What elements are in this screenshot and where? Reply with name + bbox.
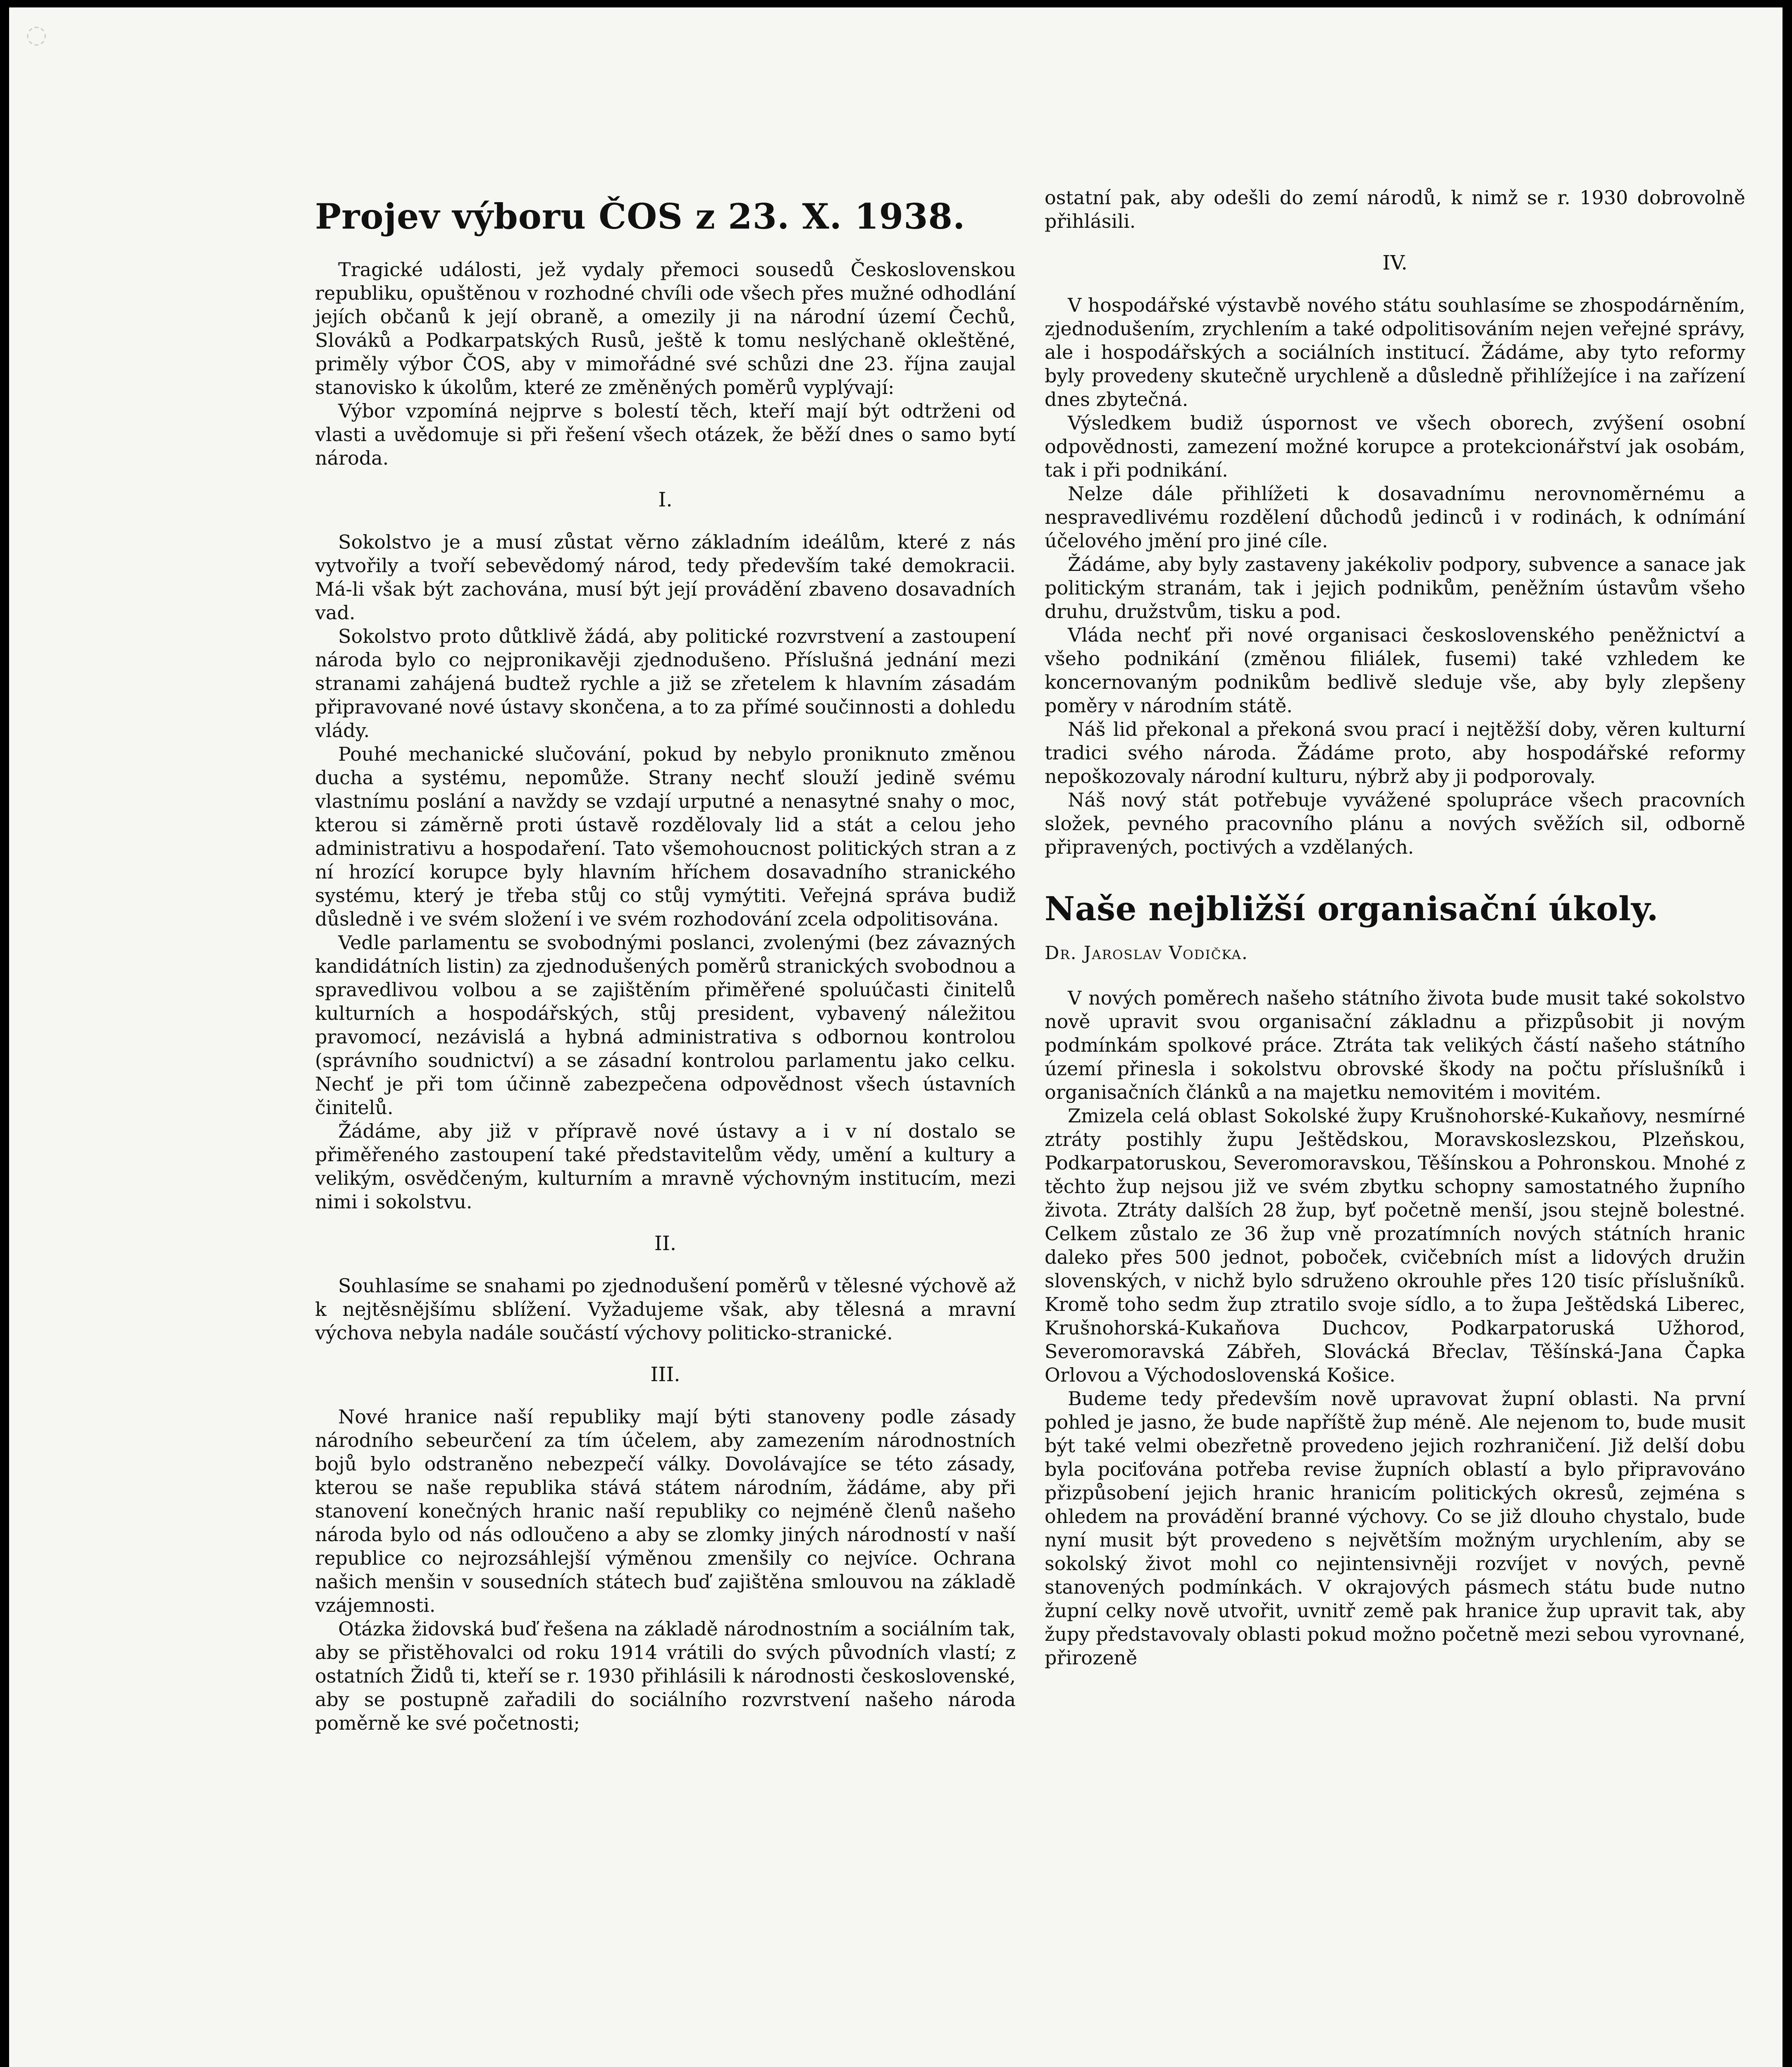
section-paragraph-continued: ostatní pak, aby odešli do zemí národů, k nimž se r. 1930 dobrovolně přihlásili. bbox=[1045, 186, 1745, 232]
section-paragraph: Vláda nechť při nové organisaci československého peněžnictví a všeho podnikání (změnou filiálek, fusemi) také vzhledem ke koncernovaným podnikům bedlivě sleduje vše, aby byly zlepšeny poměry v národním státě. bbox=[1045, 624, 1745, 717]
intro-paragraph: Tragické události, jež vydaly přemoci sousedů Československou republiku, opuštěnou v rozhodné chvíli ode všech přes mužné odhodlání jejích občanů k její obraně, a omezily ji na národní území Čechů, Slováků a Podkarpatských Rusů, ještě k tomu neslýchaně okleštěné, priměly výbor ČOS, aby v mimořádné své schůzi dne 23. října zaujal stanovisko k úkolům, které ze změněných poměrů vyplývají: bbox=[315, 258, 1016, 399]
section-paragraph: Výsledkem budiž úspornost ve všech oborech, zvýšení osobní odpovědnosti, zamezení možné korupce a protekcionářství jak osobám, tak i při podnikání. bbox=[1045, 412, 1745, 481]
article2-paragraph: V nových poměrech našeho státního života bude musit také sokolstvo nově upravit svou organisační základnu a přizpůsobit ji novým podmínkám spolkové práce. Ztráta tak velikých částí našeho státního území přinesla i sokolstvu obrovské škody na počtu příslušníků i organisačních článků a na majetku nemovitém i movitém. bbox=[1045, 987, 1745, 1103]
section-paragraph: Žádáme, aby již v přípravě nové ústavy a i v ní dostalo se přiměřeného zastoupení také představitelům vědy, umění a kultury a velikým, osvědčeným, kulturním a mravně výchovným institucím, mezi nimi i sokolstvu. bbox=[315, 1120, 1016, 1213]
article2-paragraph: Budeme tedy především nově upravovat župní oblasti. Na první pohled je jasno, že bude napříště žup méně. Ale nejenom to, bude musit být také velmi obezřetně provedeno jejich rozhraničení. Již delší dobu byla pociťována potřeba revise župních oblastí a bylo připravováno přizpůsobení jejich hranic hranicím politických okresů, zejména s ohledem na provádění branné výchovy. Co se již dlouho chystalo, bude nyní musit být provedeno s největším možným urychlením, aby se sokolský život mohl co nejintensivněji rozvíjet v nových, pevně stanovených podmínkách. V okrajových pásmech státu bude nutno župní celky nově utvořit, uvnitř země pak hranice žup upravit tak, aby župy představovaly oblasti pokud možno početně mezi sebou vyrovnané, přirozeně bbox=[1045, 1387, 1745, 1669]
article2-paragraph: Zmizela celá oblast Sokolské župy Krušnohorské-Kukaňovy, nesmírné ztráty postihly župu Ještědskou, Moravskoslezskou, Plzeňskou, Podkarpatoruskou, Severomoravskou, Těšínskou a Pohronskou. Mnohé z těchto žup nejsou již ve svém zbytku schopny samostatného župního života. Ztráty dalších 28 žup, byť početně menší, jsou stejně bolestné. Celkem zůstalo ze 36 žup vně prozatímních nových státních hranic daleko přes 500 jednot, poboček, cvičebních míst a lidových družin slovenských, v nichž bylo sdruženo okrouhle přes 120 tisíc příslušníků. Kromě toho sedm žup ztratilo svoje sídlo, a to župa Ještědská Liberec, Krušnohorská-Kukaňova Duchcov, Podkarpatoruská Užhorod, Severomoravská Zábřeh, Slovácká Břeclav, Těšínská-Jana Čapka Orlovou a Východoslovenská Košice. bbox=[1045, 1105, 1745, 1386]
corner-scan-mark: ◌ bbox=[26, 20, 48, 49]
section-paragraph: Pouhé mechanické slučování, pokud by nebylo proniknuto změnou ducha a systému, nepomůže. Strany nechť slouží jedině svému vlastnímu poslání a navždy se vzdají urputné a nenasytné snahy o moc, kterou si záměrně proti ústavě rozdělovaly lid a stát a celou jeho administrativu a hospodaření. Tato všemohoucnost politických stran a z ní hrozící korupce byly hlavním hříchem dosavadního stranického systému, který je třeba stůj co stůj vymýtiti. Veřejná správa budiž důsledně i ve svém složení i ve svém rozhodování zcela odpolitisována. bbox=[315, 743, 1016, 930]
section-paragraph: Nelze dále přihlížeti k dosavadnímu nerovnoměrnému a nespravedlivému rozdělení důchodů jedinců i v rodinách, k odnímání účelového jmění pro jiné cíle. bbox=[1045, 482, 1745, 552]
intro-paragraph: Výbor vzpomíná nejprve s bolestí těch, kteří mají být odtrženi od vlasti a uvědomuje si při řešení všech otázek, že běží dnes o samo bytí národa. bbox=[315, 400, 1016, 469]
section-paragraph: Otázka židovská buď řešena na základě národnostním a sociálním tak, aby se přistěhovalci od roku 1914 vrátili do svých původních vlastí; z ostatních Židů ti, kteří se r. 1930 přihlásili k národnosti československé, aby se postupně zařadili do sociálního rozvrstvení našeho národa poměrně ke své početnosti; bbox=[315, 1618, 1016, 1734]
article2-title: Naše nejbližší organisační úkoly. bbox=[1045, 889, 1659, 928]
section-paragraph: Náš nový stát potřebuje vyvážené spolupráce všech pracovních složek, pevného pracovního plánu a nových svěžích sil, odborně připravených, poctivých a vzdělaných. bbox=[1045, 789, 1745, 858]
right-column bbox=[1045, 186, 1745, 1670]
section-paragraph: Souhlasíme se snahami po zjednodušení poměrů v tělesné výchově až k nejtěsnějšímu sblížení. Vyžadujeme však, aby tělesná a mravní výchova nebyla nadále součástí výchovy politicko-stranické. bbox=[315, 1275, 1016, 1344]
section-heading-4: IV. bbox=[1382, 251, 1408, 274]
section-heading-3: III. bbox=[650, 1363, 680, 1386]
left-column bbox=[315, 186, 1016, 1735]
section-paragraph: Žádáme, aby byly zastaveny jakékoliv podpory, subvence a sanace jak politickým stranám, tak i jejich podnikům, peněžním ústavům všeho druhu, družstvům, tisku a pod. bbox=[1045, 553, 1745, 623]
section-paragraph: V hospodářské výstavbě nového státu souhlasíme se zhospodárněním, zjednodušením, zrychlením a také odpolitisováním nejen veřejné správy, ale i hospodářských a sociálních institucí. Žádáme, aby tyto reformy byly provedeny skutečně urychleně a důsledně přihlížejíce i na zařízení dnes zbytečná. bbox=[1045, 294, 1745, 411]
article2-author: Dr. Jaroslav Vodička. bbox=[1045, 943, 1248, 964]
magazine-page bbox=[9, 7, 1782, 2067]
section-paragraph: Sokolstvo je a musí zůstat věrno základním ideálům, které z nás vytvořily a tvoří sebevědomý národ, tedy především také demokracii. Má-li však být zachována, musí být její provádění zbaveno dosavadních vad. bbox=[315, 531, 1016, 624]
section-paragraph: Nové hranice naší republiky mají býti stanoveny podle zásady národního sebeurčení za tím účelem, aby zamezením národnostních bojů bylo odstraněno nebezpečí války. Dovolávajíce se této zásady, kterou se naše republika stává státem národním, žádáme, aby při stanovení konečných hranic naší republiky co nejméně členů našeho národa bylo od nás odloučeno a aby se zlomky jiných národností v naší republice co nejrozsáhlejší výměnou zmenšily co nejvíce. Ochrana našich menšin v sousedních státech buď zajištěna smlouvou na základě vzájemnosti. bbox=[315, 1406, 1016, 1616]
section-paragraph: Vedle parlamentu se svobodnými poslanci, zvolenými (bez závazných kandidátních listin) za zjednodušených poměrů stranických svobodnou a spravedlivou volbou a se zajištěním přiměřené spoluúčasti činitelů kulturních a hospodářských, stůj president, vybavený náležitou pravomocí, nezávislá a hybná administrativa s odbornou kontrolou (správního soudnictví) a se zásadní kontrolou parlamentu jako celku. Nechť je při tom účinně zabezpečena odpovědnost všech ústavních činitelů. bbox=[315, 931, 1016, 1119]
section-heading-2: II. bbox=[654, 1232, 677, 1255]
section-paragraph: Sokolstvo proto důtklivě žádá, aby politické rozvrstvení a zastoupení národa bylo co nejpronikavěji zjednodušeno. Příslušná jednání mezi stranami zahájená budtež rychle a již se zřetelem k hlavním zásadám připravované nové ústavy skončena, a to za přímé součinnosti a dohledu vlády. bbox=[315, 625, 1016, 742]
article-title: Projev výboru ČOS z 23. X. 1938. bbox=[315, 196, 966, 237]
section-heading-1: I. bbox=[658, 488, 673, 511]
section-paragraph: Náš lid překonal a překoná svou prací i nejtěžší doby, věren kulturní tradici svého národa. Žádáme proto, aby hospodářské reformy nepoškozovaly národní kulturu, nýbrž aby ji podporovaly. bbox=[1045, 718, 1745, 788]
